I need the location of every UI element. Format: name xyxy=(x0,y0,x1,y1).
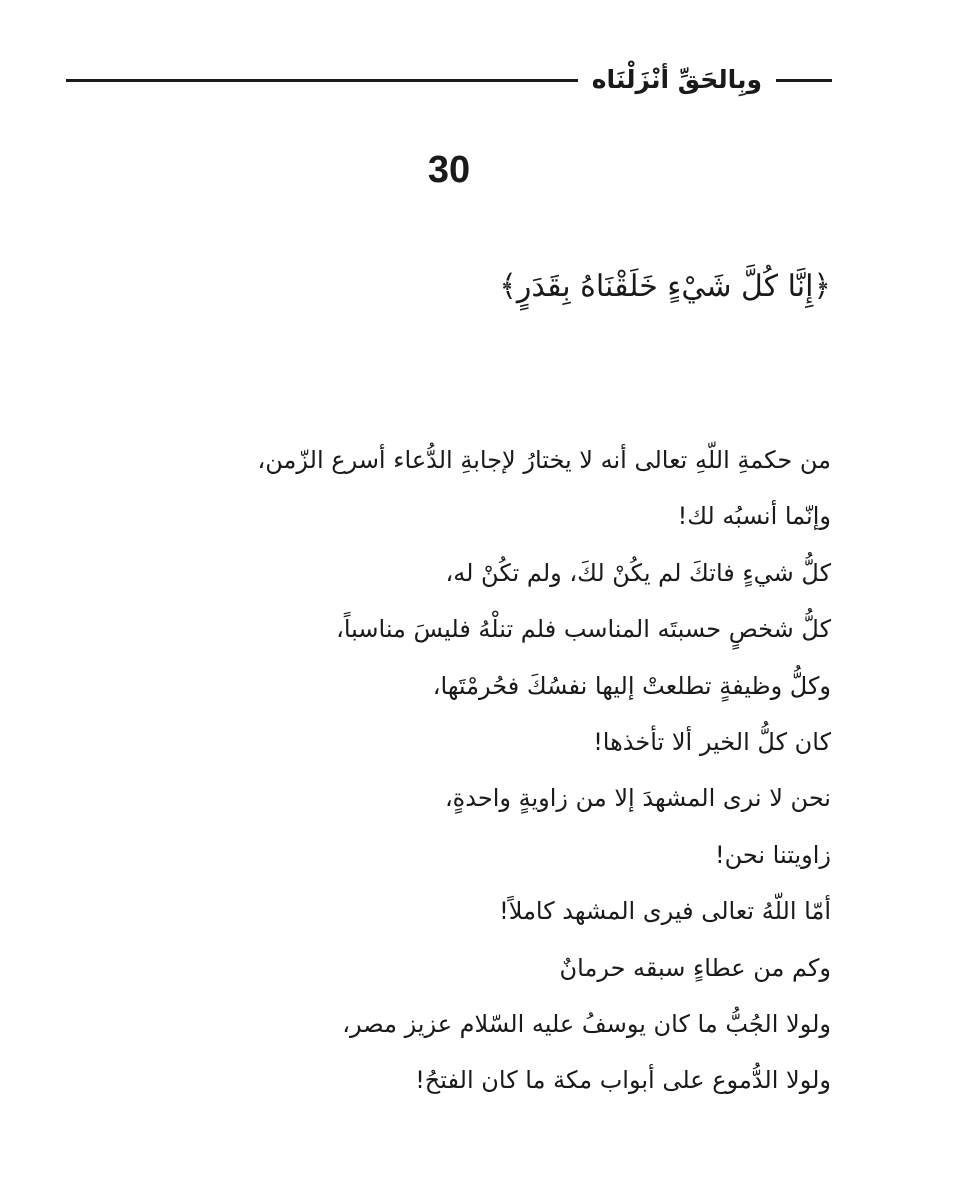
running-header xyxy=(66,58,832,102)
body-line: ولولا الجُبُّ ما كان يوسفُ عليه السّلام عزيز مصر، xyxy=(342,1009,831,1038)
header-rule-left xyxy=(776,79,832,82)
running-header-title: وبِالحَقِّ أنْزَلْنَاه xyxy=(591,65,762,94)
body-line: كلُّ شخصٍ حسبتَه المناسب فلم تنلْهُ فليسَ مناسباً، xyxy=(336,615,831,644)
quran-verse: ﴿إِنَّا كُلَّ شَيْءٍ خَلَقْنَاهُ بِقَدَرٍ﴾ xyxy=(499,269,831,304)
body-line: ولولا الدُّموع على أبواب مكة ما كان الفتحُ! xyxy=(415,1066,831,1095)
body-line: أمّا اللّهُ تعالى فيرى المشهد كاملاً! xyxy=(499,897,831,926)
body-line: زاويتنا نحن! xyxy=(714,840,831,869)
body-line: وإنّما أنسبُه لك! xyxy=(677,502,831,531)
body-line: وكلُّ وظيفةٍ تطلعتْ إليها نفسُكَ فحُرمْتَها، xyxy=(432,671,831,700)
chapter-number: 30 xyxy=(427,149,471,191)
body-line: كلُّ شيءٍ فاتكَ لم يكُنْ لكَ، ولم تكُنْ له، xyxy=(445,558,831,587)
body-text xyxy=(111,432,831,1109)
body-line: من حكمةِ اللّهِ تعالى أنه لا يختارُ لإجابةِ الدُّعاء أسرع الزّمن، xyxy=(257,446,831,474)
body-line: وكم من عطاءٍ سبقه حرمانٌ xyxy=(559,953,831,982)
header-rule-right xyxy=(66,79,578,82)
body-line: نحن لا نرى المشهدَ إلا من زاويةٍ واحدةٍ، xyxy=(444,784,831,813)
body-line: كان كلُّ الخير ألا تأخذها! xyxy=(593,727,831,756)
